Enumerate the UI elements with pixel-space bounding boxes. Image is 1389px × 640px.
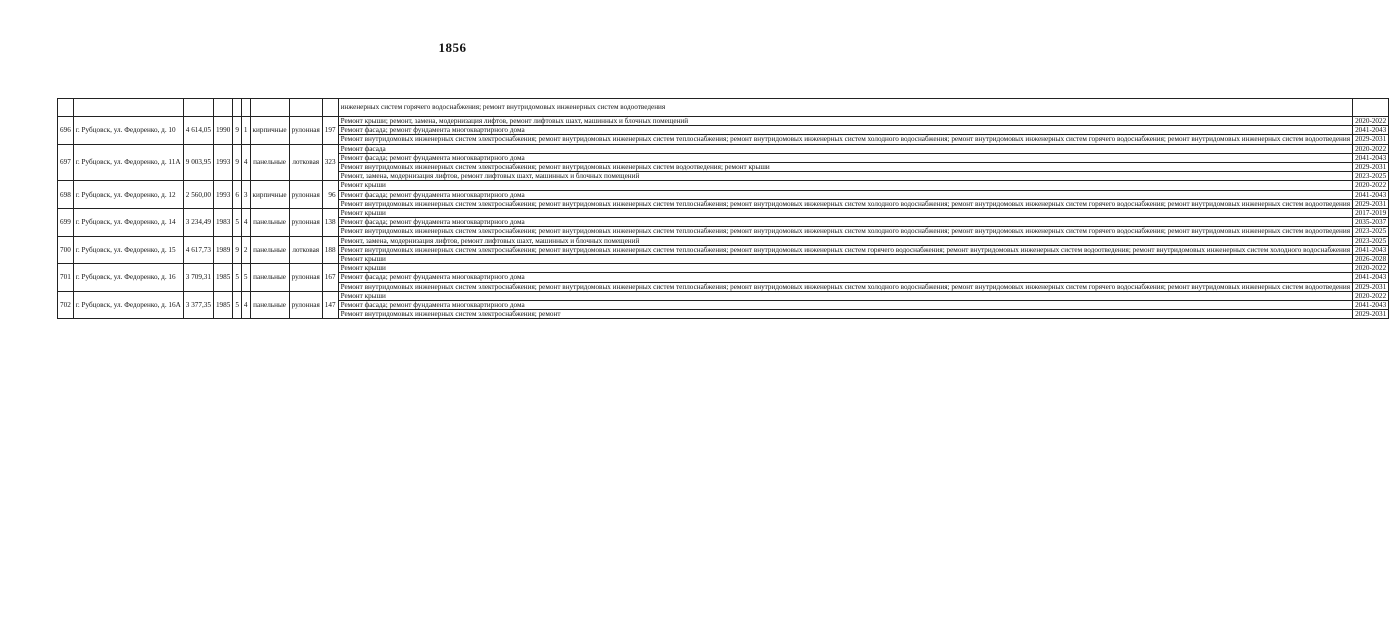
period-cell: 2041-2043 [1353, 273, 1389, 282]
table-row [58, 236, 1389, 245]
floors-cell: 5 [233, 209, 242, 237]
continuation-row [58, 99, 1389, 117]
table-row [58, 117, 1389, 126]
floors-cell: 6 [233, 181, 242, 209]
work-description-cell: Ремонт, замена, модернизация лифтов, ремонт лифтовых шахт, машинных и блочных помещений [338, 236, 1353, 245]
address-cell: г. Рубцовск, ул. Федоренко, д. 10 [73, 117, 183, 145]
table-row [58, 181, 1389, 190]
work-description-cell: Ремонт крыши; ремонт, замена, модернизация лифтов, ремонт лифтовых шахт, машинных и блочных помещений [338, 117, 1353, 126]
floors-cell [233, 99, 242, 117]
floors-cell: 5 [233, 291, 242, 319]
roof-type-cell: рулонная [289, 117, 322, 145]
work-description-cell: Ремонт, замена, модернизация лифтов, ремонт лифтовых шахт, машинных и блочных помещений [338, 172, 1353, 181]
period-cell: 2029-2031 [1353, 199, 1389, 208]
wall-material-cell: панельные [250, 264, 289, 292]
area-cell [183, 99, 213, 117]
period-cell: 2041-2043 [1353, 301, 1389, 310]
number-cell [58, 99, 74, 117]
residents-cell [322, 99, 338, 117]
work-description-cell: Ремонт крыши [338, 291, 1353, 300]
period-cell: 2020-2022 [1353, 181, 1389, 190]
work-description-cell: Ремонт внутридомовых инженерных систем электроснабжения; ремонт внутридомовых инженерных систем теплоснабжения; ремонт внутридомовых инженерных систем горячего водоснабжения; ремонт внутридомовых инженерных систем водоотведения; ремонт внутридомовых инженерных систем холодного водоснабжения [338, 245, 1353, 254]
work-description-cell: Ремонт фасада; ремонт фундамента многоквартирного дома [338, 153, 1353, 162]
roof-type-cell: рулонная [289, 209, 322, 237]
table-row [58, 209, 1389, 218]
number-cell: 701 [58, 264, 74, 292]
wall-material-cell: панельные [250, 291, 289, 319]
work-description-cell: инженерных систем горячего водоснабжения; ремонт внутридомовых инженерных систем водоотведения [338, 99, 1353, 117]
address-cell: г. Рубцовск, ул. Федоренко, д. 14 [73, 209, 183, 237]
repair-schedule-table [57, 98, 1389, 319]
wall-material-cell [250, 99, 289, 117]
area-cell: 4 617,73 [183, 236, 213, 264]
period-cell: 2029-2031 [1353, 282, 1389, 291]
area-cell: 3 234,49 [183, 209, 213, 237]
number-cell: 700 [58, 236, 74, 264]
number-cell: 697 [58, 144, 74, 181]
period-cell: 2041-2043 [1353, 153, 1389, 162]
address-cell: г. Рубцовск, ул. Федоренко, д. 16 [73, 264, 183, 292]
period-cell: 2026-2028 [1353, 255, 1389, 264]
floors-cell: 9 [233, 236, 242, 264]
roof-type-cell: рулонная [289, 264, 322, 292]
work-description-cell: Ремонт внутридомовых инженерных систем электроснабжения; ремонт внутридомовых инженерных систем теплоснабжения; ремонт внутридомовых инженерных систем холодного водоснабжения; ремонт внутридомовых инженерных систем горячего водоснабжения; ремонт внутридомовых инженерных систем водоотведения [338, 282, 1353, 291]
number-cell: 698 [58, 181, 74, 209]
residents-cell: 147 [322, 291, 338, 319]
year-cell: 1989 [213, 236, 232, 264]
number-cell: 696 [58, 117, 74, 145]
entrances-cell: 4 [241, 144, 250, 181]
entrances-cell: 4 [241, 209, 250, 237]
period-cell: 2020-2022 [1353, 144, 1389, 153]
work-description-cell: Ремонт крыши [338, 181, 1353, 190]
work-description-cell: Ремонт фасада [338, 144, 1353, 153]
number-cell: 699 [58, 209, 74, 237]
table-body [58, 99, 1389, 319]
work-description-cell: Ремонт внутридомовых инженерных систем электроснабжения; ремонт внутридомовых инженерных систем водоотведения; ремонт крыши [338, 163, 1353, 172]
floors-cell: 9 [233, 117, 242, 145]
wall-material-cell: кирпичные [250, 181, 289, 209]
period-cell: 2020-2022 [1353, 264, 1389, 273]
period-cell: 2020-2022 [1353, 117, 1389, 126]
entrances-cell: 1 [241, 117, 250, 145]
roof-type-cell: лотковая [289, 236, 322, 264]
period-cell: 2041-2043 [1353, 190, 1389, 199]
year-cell: 1985 [213, 291, 232, 319]
area-cell: 3 709,31 [183, 264, 213, 292]
wall-material-cell: кирпичные [250, 117, 289, 145]
residents-cell: 323 [322, 144, 338, 181]
period-cell: 2029-2031 [1353, 310, 1389, 319]
entrances-cell: 3 [241, 181, 250, 209]
area-cell: 4 614,05 [183, 117, 213, 145]
table-row [58, 264, 1389, 273]
area-cell: 9 003,95 [183, 144, 213, 181]
area-cell: 3 377,35 [183, 291, 213, 319]
address-cell [73, 99, 183, 117]
roof-type-cell: рулонная [289, 181, 322, 209]
address-cell: г. Рубцовск, ул. Федоренко, д. 15 [73, 236, 183, 264]
table-row [58, 144, 1389, 153]
work-description-cell: Ремонт внутридомовых инженерных систем электроснабжения; ремонт внутридомовых инженерных систем теплоснабжения; ремонт внутридомовых инженерных систем холодного водоснабжения; ремонт внутридомовых инженерных систем горячего водоснабжения; ремонт внутридомовых инженерных систем водоотведения [338, 135, 1353, 144]
residents-cell: 197 [322, 117, 338, 145]
residents-cell: 167 [322, 264, 338, 292]
roof-type-cell: лотковая [289, 144, 322, 181]
entrances-cell [241, 99, 250, 117]
entrances-cell: 4 [241, 291, 250, 319]
period-cell: 2023-2025 [1353, 236, 1389, 245]
address-cell: г. Рубцовск, ул. Федоренко, д. 16А [73, 291, 183, 319]
period-cell: 2020-2022 [1353, 291, 1389, 300]
address-cell: г. Рубцовск, ул. Федоренко, д. 12 [73, 181, 183, 209]
wall-material-cell: панельные [250, 209, 289, 237]
floors-cell: 9 [233, 144, 242, 181]
work-description-cell: Ремонт внутридомовых инженерных систем электроснабжения; ремонт внутридомовых инженерных систем теплоснабжения; ремонт внутридомовых инженерных систем холодного водоснабжения; ремонт внутридомовых инженерных систем горячего водоснабжения; ремонт внутридомовых инженерных систем водоотведения [338, 227, 1353, 236]
work-description-cell: Ремонт крыши [338, 209, 1353, 218]
period-cell: 2029-2031 [1353, 163, 1389, 172]
work-description-cell: Ремонт крыши [338, 264, 1353, 273]
work-description-cell: Ремонт внутридомовых инженерных систем электроснабжения; ремонт [338, 310, 1353, 319]
work-description-cell: Ремонт фасада; ремонт фундамента многоквартирного дома [338, 273, 1353, 282]
entrances-cell: 2 [241, 236, 250, 264]
work-description-cell: Ремонт внутридомовых инженерных систем электроснабжения; ремонт внутридомовых инженерных систем теплоснабжения; ремонт внутридомовых инженерных систем холодного водоснабжения; ремонт внутридомовых инженерных систем горячего водоснабжения; ремонт внутридомовых инженерных систем водоотведения [338, 199, 1353, 208]
period-cell: 2041-2043 [1353, 245, 1389, 254]
period-cell [1353, 99, 1389, 117]
period-cell: 2035-2037 [1353, 218, 1389, 227]
period-cell: 2041-2043 [1353, 126, 1389, 135]
wall-material-cell: панельные [250, 144, 289, 181]
work-description-cell: Ремонт фасада; ремонт фундамента многоквартирного дома [338, 126, 1353, 135]
address-cell: г. Рубцовск, ул. Федоренко, д. 11А [73, 144, 183, 181]
year-cell: 1983 [213, 209, 232, 237]
period-cell: 2029-2031 [1353, 135, 1389, 144]
period-cell: 2023-2025 [1353, 227, 1389, 236]
roof-type-cell [289, 99, 322, 117]
period-cell: 2017-2019 [1353, 209, 1389, 218]
table-row [58, 291, 1389, 300]
roof-type-cell: рулонная [289, 291, 322, 319]
residents-cell: 96 [322, 181, 338, 209]
period-cell: 2023-2025 [1353, 172, 1389, 181]
year-cell: 1990 [213, 117, 232, 145]
entrances-cell: 5 [241, 264, 250, 292]
year-cell: 1985 [213, 264, 232, 292]
residents-cell: 188 [322, 236, 338, 264]
residents-cell: 138 [322, 209, 338, 237]
number-cell: 702 [58, 291, 74, 319]
work-description-cell: Ремонт фасада; ремонт фундамента многоквартирного дома [338, 190, 1353, 199]
floors-cell: 5 [233, 264, 242, 292]
wall-material-cell: панельные [250, 236, 289, 264]
year-cell: 1993 [213, 144, 232, 181]
page-number: 1856 [438, 40, 467, 55]
year-cell: 1993 [213, 181, 232, 209]
year-cell [213, 99, 232, 117]
work-description-cell: Ремонт крыши [338, 255, 1353, 264]
area-cell: 2 560,00 [183, 181, 213, 209]
work-description-cell: Ремонт фасада; ремонт фундамента многоквартирного дома [338, 218, 1353, 227]
work-description-cell: Ремонт фасада; ремонт фундамента многоквартирного дома [338, 301, 1353, 310]
